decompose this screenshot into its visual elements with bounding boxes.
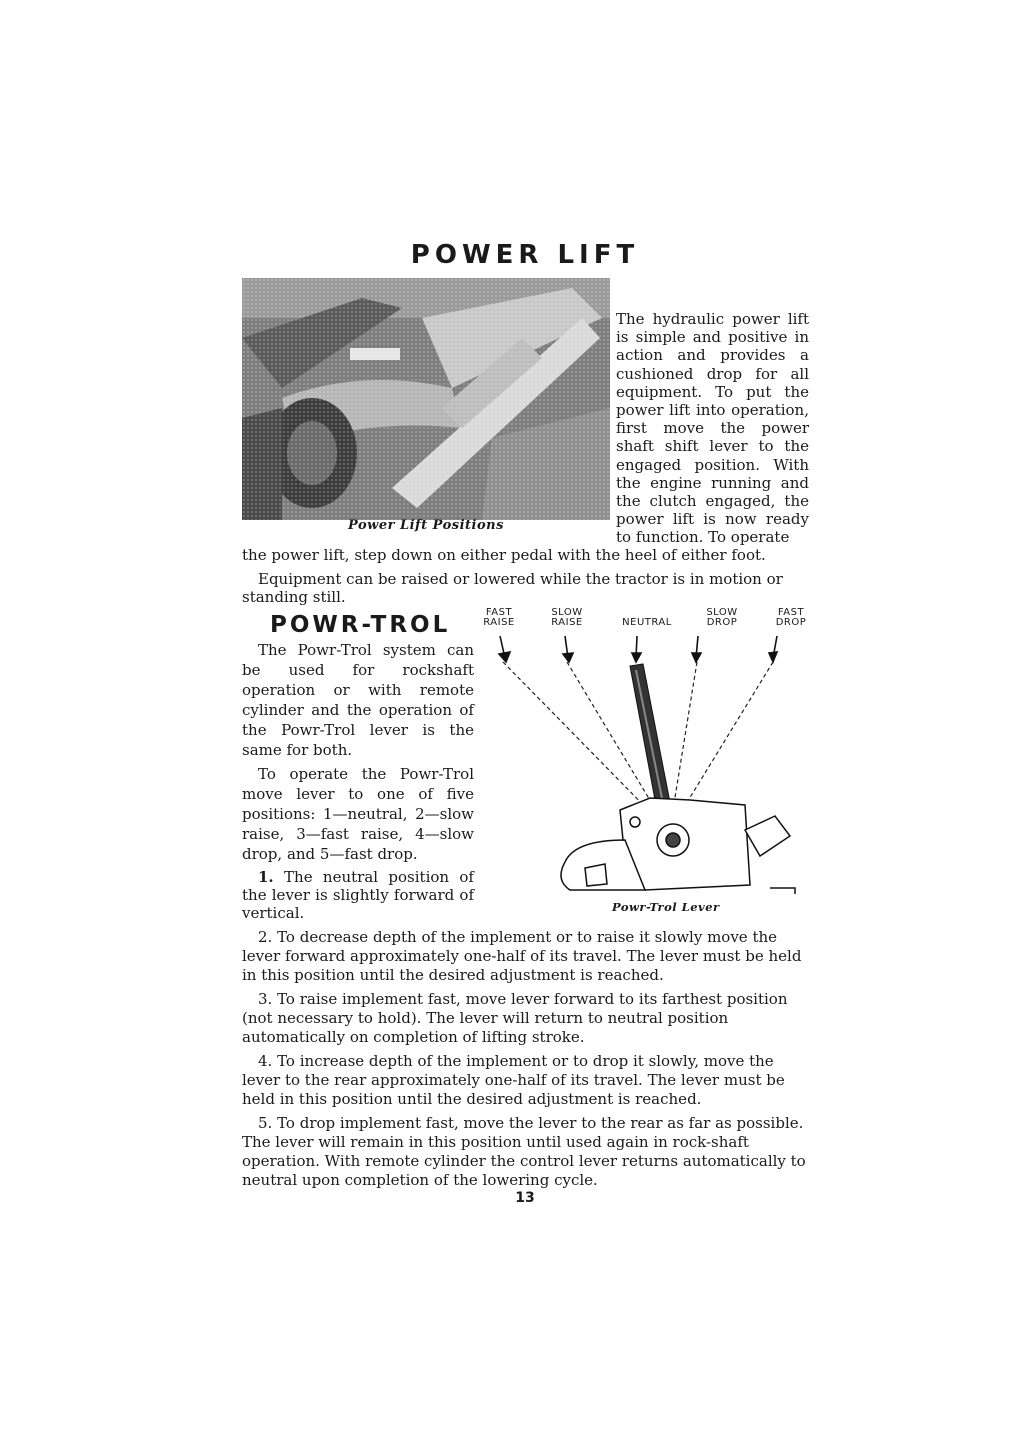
powrtrol-lever-diagram [475, 600, 820, 920]
power-lift-photo-image [242, 278, 610, 520]
photo-caption: Power Lift Positions [348, 518, 504, 533]
step-4-text: To increase depth of the implement or to drop it slowly, move the lever to the rear approximately one-half of its travel. The lever must be held in this position until the desired adjustment is reached. [242, 1052, 785, 1108]
diagram-caption: Powr-Trol Lever [612, 900, 720, 914]
powrtrol-intro [242, 640, 474, 864]
lever-drawing [475, 600, 820, 920]
step-1 [242, 868, 474, 922]
label-slow-raise: SLOW RAISE [551, 607, 583, 628]
powrtrol-paragraph-1: The Powr-Trol system can be used for rockshaft operation or with remote cylinder and the operation of the Powr-Trol lever is the same for both. [242, 641, 474, 759]
valve-body [561, 798, 795, 894]
page-title: POWER LIFT [410, 240, 640, 270]
step-2 [242, 928, 812, 985]
label-neutral: NEUTRAL [622, 617, 672, 628]
step-5-text: To drop implement fast, move the lever to the rear as far as possible. The lever will remain in this position until used again in rock-shaft operation. With remote cylinder the control lever returns automatically to neutral upon completion of the lowering cycle. [242, 1114, 806, 1189]
steps-list [242, 928, 812, 1195]
label-fast-raise: FAST RAISE [483, 607, 515, 628]
step-5-number: 5. [258, 1114, 273, 1132]
step-3-number: 3. [258, 990, 273, 1008]
label-fast-drop: FAST DROP [775, 607, 807, 628]
step-1-number: 1. [258, 868, 274, 886]
step-3 [242, 990, 812, 1047]
fast-drop-path [675, 662, 773, 822]
slow-drop-path [671, 662, 697, 822]
intro-paragraph: The hydraulic power lift is simple and positive in action and provides a cushioned drop for all equipment. To put the power lift into operation, first move the power shaft shift lever to the engaged position. With the engine running and the clutch engaged, the power lift is now ready to function. To operate [616, 310, 809, 547]
powrtrol-heading: POWR-TROL [270, 612, 451, 638]
step-5 [242, 1114, 812, 1190]
page-number: 13 [515, 1190, 535, 1206]
step-1-text: The neutral position of the lever is slightly forward of vertical. [242, 868, 474, 922]
step-3-text: To raise implement fast, move lever forward to its farthest position (not necessary to hold). The lever will return to neutral position automatically on completion of lifting stroke. [242, 990, 788, 1046]
intro-continuation: the power lift, step down on either pedal with the heel of either foot. [242, 546, 766, 564]
power-lift-photo [242, 278, 610, 520]
step-2-text: To decrease depth of the implement or to raise it slowly move the lever forward approximately one-half of its travel. The lever must be held in this position until the desired adjustment is reached. [242, 928, 802, 984]
equipment-paragraph: Equipment can be raised or lowered while the tractor is in motion or standing still. [242, 570, 783, 606]
step-2-number: 2. [258, 928, 273, 946]
step-4 [242, 1052, 812, 1109]
step-4-number: 4. [258, 1052, 273, 1070]
powrtrol-paragraph-2: To operate the Powr-Trol move lever to one of five positions: 1—neutral, 2—slow raise, 3—fast raise, 4—slow drop, and 5—fast drop. [242, 765, 474, 863]
label-slow-drop: SLOW DROP [706, 607, 738, 628]
